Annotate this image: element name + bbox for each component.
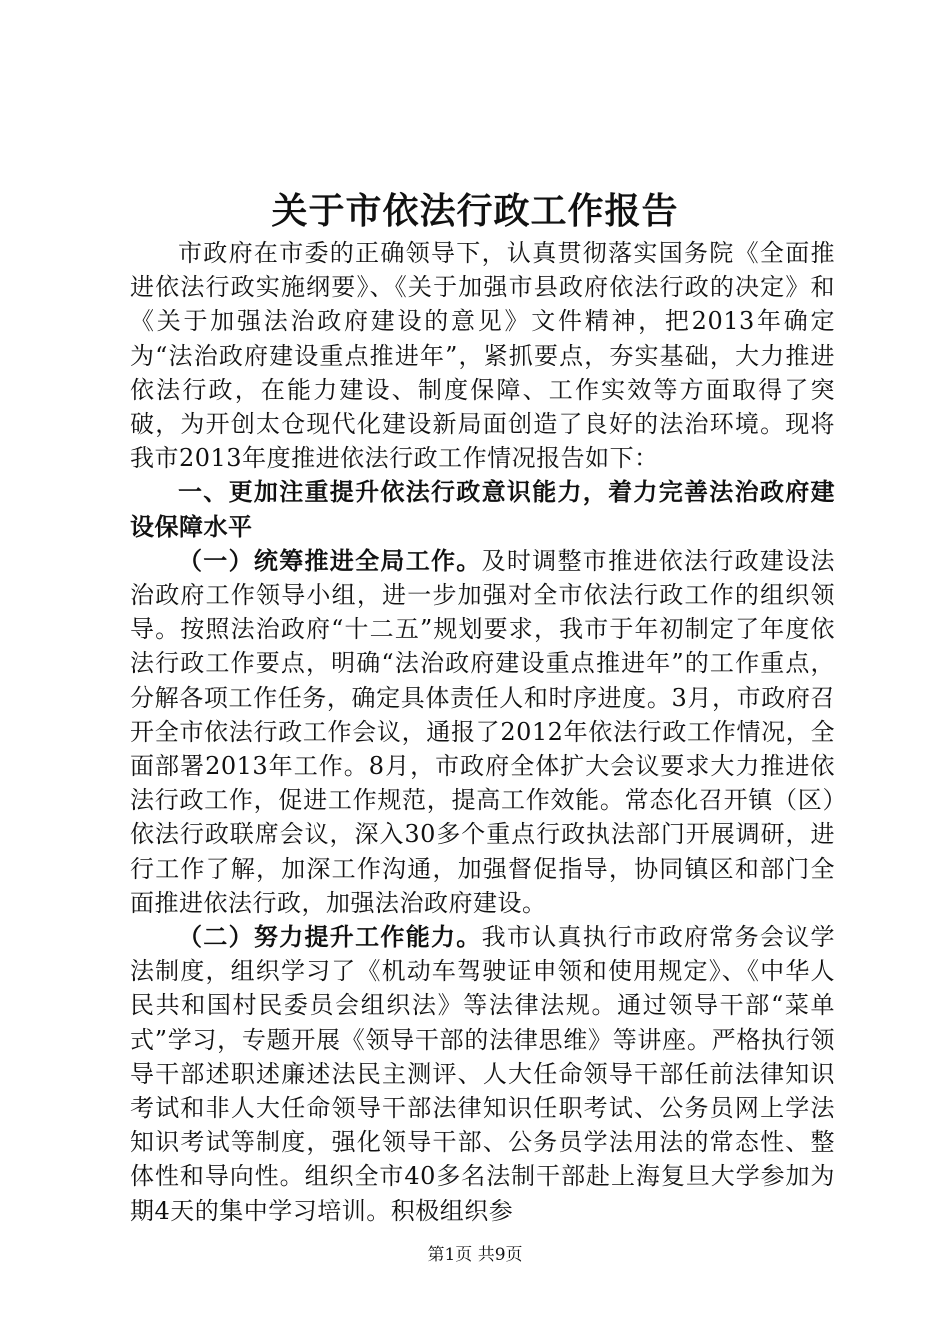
paragraph-1-text: 及时调整市推进依法行政建设法治政府工作领导小组，进一步加强对全市依法行政工作的组织领导。按照法治政府“十二五”规划要求，我市于年初制定了年度依法行政工作要点，明确“法治政府建设重点推进年”的工作重点，分解各项工作任务，确定具体责任人和时序进度。3月，市政府召开全市依法行政工作会议，通报了2012年依法行政工作情况，全面部署2013年工作。8月，市政府全体扩大会议要求大力推进依法行政工作，促进工作规范，提高工作效能。常态化召开镇（区）依法行政联席会议，深入30多个重点行政执法部门开展调研，进行工作了解，加深工作沟通，加强督促指导，协同镇区和部门全面推进依法行政，加强法治政府建设。 (130, 546, 836, 917)
paragraph-2 (130, 920, 835, 1228)
page-footer: 第1页 共9页 (427, 1245, 523, 1265)
paragraph-1 (130, 544, 835, 920)
section-heading-1: 一、更加注重提升依法行政意识能力，着力完善法治政府建设保障水平 (130, 478, 835, 541)
document-title: 关于市依法行政工作报告 (271, 190, 679, 232)
intro-paragraph: 市政府在市委的正确领导下，认真贯彻落实国务院《全面推进依法行政实施纲要》、《关于加强市县政府依法行政的决定》和《关于加强法治政府建设的意见》文件精神，把2013年确定为“法治政府建设重点推进年”，紧抓要点，夯实基础，大力推进依法行政，在能力建设、制度保障、工作实效等方面取得了突破，为开创太仓现代化建设新局面创造了良好的法治环境。现将我市2013年度推进依法行政工作情况报告如下： (130, 239, 835, 473)
paragraph-2-lead: （二）努力提升工作能力。 (178, 923, 482, 952)
paragraph-1-lead: （一）统筹推进全局工作。 (178, 546, 482, 575)
document-body (130, 236, 835, 1228)
paragraph-2-text: 我市认真执行市政府常务会议学法制度，组织学习了《机动车驾驶证申领和使用规定》、《中华人民共和国村民委员会组织法》等法律法规。通过领导干部“菜单式”学习，专题开展《领导干部的法律思维》等讲座。严格执行领导干部述职述廉述法民主测评、人大任命领导干部任前法律知识考试和非人大任命领导干部法律知识任职考试、公务员网上学法知识考试等制度，强化领导干部、公务员学法用法的常态性、整体性和导向性。组织全市40多名法制干部赴上海复旦大学参加为期4天的集中学习培训。积极组织参 (130, 923, 836, 1225)
